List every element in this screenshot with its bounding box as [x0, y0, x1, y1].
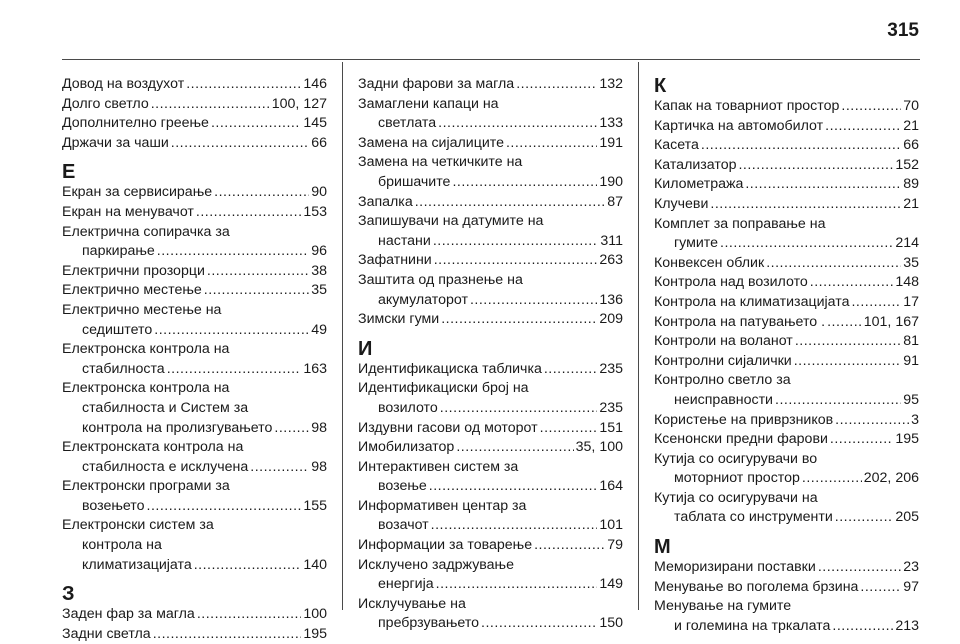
index-entry-term: Долго светло: [62, 95, 149, 112]
index-entry-page: 146: [303, 76, 327, 92]
index-entry-term: енергија: [378, 576, 434, 593]
index-entry-term: Електронска контрола на: [62, 380, 230, 397]
index-entry: [654, 489, 919, 528]
index-entry-term: акумулаторот: [378, 291, 468, 308]
index-entry: [654, 352, 919, 372]
index-entry-page: 97: [903, 578, 919, 595]
index-entry-page: 70: [903, 98, 919, 114]
leader-dots: [431, 516, 598, 536]
index-entry-term: Замена на четкичките на: [358, 154, 523, 171]
index-entry: [62, 516, 327, 575]
index-entry-page: 35, 100: [575, 439, 623, 456]
index-entry: [62, 477, 327, 516]
index-entry-term: паркирање: [82, 243, 155, 260]
index-entry-page: 87: [607, 193, 623, 210]
index-entry-term: Километража: [654, 176, 744, 193]
index-entry: [654, 371, 919, 410]
index-entry-term: Заден фар за магла: [62, 606, 195, 623]
index-entry-page: 150: [599, 615, 623, 632]
leader-dots: [835, 411, 909, 431]
index-column-1: [62, 75, 327, 644]
leader-dots: [433, 232, 599, 252]
leader-dots: [794, 352, 901, 372]
index-entry-term: моторниот простор: [674, 470, 800, 487]
index-entry-term: возилото: [378, 399, 438, 416]
leader-dots: [274, 419, 309, 439]
index-entry: [654, 293, 919, 313]
index-entry-term: Контрола над возилото: [654, 274, 808, 291]
index-entry-page: 202, 206: [863, 470, 919, 487]
index-entry-term: стабилноста и Систем за: [82, 399, 249, 416]
index-entry-page: 152: [895, 156, 919, 173]
index-entry-page: 132: [599, 76, 623, 92]
index-column-3: [654, 75, 919, 636]
index-entry-term: Информации за товарење: [358, 537, 533, 554]
index-entry-page: 96: [311, 243, 327, 260]
index-letter-heading: К: [654, 75, 667, 97]
index-entry-page: 263: [599, 252, 623, 269]
leader-dots: [860, 578, 901, 598]
leader-dots: [194, 556, 302, 576]
index-entry-term: возење: [378, 478, 427, 495]
index-entry-term: контрола на: [82, 537, 162, 554]
leader-dots: [534, 536, 605, 556]
leader-dots: [766, 254, 901, 274]
index-entry: [654, 558, 919, 578]
index-entry-term: Кутија со осигурувачи во: [654, 450, 818, 467]
index-entry-term: возењето: [82, 497, 145, 514]
leader-dots: [851, 293, 901, 313]
index-entry-page: 235: [599, 360, 623, 377]
index-entry-page: 195: [895, 431, 919, 448]
index-entry-term: Менување на гумите: [654, 598, 792, 615]
index-letter-heading: Е: [62, 161, 76, 184]
index-letter-heading: И: [358, 337, 373, 360]
index-entry-page: 164: [599, 478, 623, 495]
index-entry-page: 91: [903, 352, 919, 369]
index-entry-page: 98: [311, 458, 327, 475]
leader-dots: [438, 114, 597, 134]
index-entry-term: Електрично местење на: [62, 301, 222, 318]
index-entry-page: 163: [303, 360, 327, 377]
leader-dots: [440, 399, 598, 419]
index-entry-term: Задни фарови за магла: [358, 76, 515, 92]
leader-dots: [830, 430, 893, 450]
index-entry-term: Електронска контрола на: [62, 341, 230, 358]
index-column-2: [358, 75, 623, 634]
index-entry-page: 49: [311, 321, 327, 338]
index-entry: [358, 75, 623, 95]
index-entry-term: Електрична сопирачка за: [62, 223, 230, 240]
index-entry-term: Држачи за чаши: [62, 134, 169, 151]
page-number: 315: [887, 20, 919, 41]
index-entry: [654, 215, 919, 254]
leader-dots: [506, 134, 597, 154]
index-entry: [62, 340, 327, 379]
index-entry-page: 35: [903, 254, 919, 271]
index-entry: [62, 95, 327, 115]
leader-dots: [186, 75, 301, 95]
index-entry-term: таблата со инструменти: [674, 509, 833, 526]
index-entry-page: 95: [903, 391, 919, 408]
index-entry: [358, 556, 623, 595]
index-entry-term: бришачите: [378, 173, 451, 190]
index-entry-page: 209: [599, 311, 623, 328]
index-entry-term: Клучеви: [654, 195, 709, 212]
index-entry: [62, 301, 327, 340]
index-entry: [62, 203, 327, 223]
leader-dots: [204, 281, 309, 301]
index-entry-page: 205: [895, 509, 919, 526]
leader-dots: [211, 114, 301, 134]
index-entry-term: седиштето: [82, 321, 153, 338]
leader-dots: [171, 134, 309, 154]
index-entry-term: Информативен центар за: [358, 497, 527, 514]
index-entry-page: 191: [599, 134, 623, 151]
index-entry-page: 100: [303, 606, 327, 623]
index-entry: [358, 251, 623, 271]
index-entry-term: Замаглени капаци на: [358, 95, 499, 112]
index-entry-term: Меморизирани поставки: [654, 559, 816, 576]
index-entry-term: Издувни гасови од моторот: [358, 419, 538, 436]
index-entry-term: Електронски систем за: [62, 517, 214, 534]
leader-dots: [147, 497, 302, 517]
index-entry-term: Зимски гуми: [358, 311, 440, 328]
index-entry: [654, 411, 919, 431]
index-entry: [654, 597, 919, 636]
index-entry: [358, 379, 623, 418]
index-entry-term: Ксенонски предни фарови: [654, 431, 828, 448]
leader-dots: [214, 183, 309, 203]
index-entry: [62, 281, 327, 301]
index-entry-page: 214: [895, 235, 919, 252]
leader-dots: [841, 97, 901, 117]
index-entry-term: Капак на товарниот простор: [654, 98, 840, 114]
leader-dots: [827, 313, 862, 333]
index-entry-page: 23: [903, 559, 919, 576]
column-divider-2: [638, 62, 639, 610]
index-entry: [358, 438, 623, 458]
index-entry: [358, 360, 623, 380]
index-entry-term: Имобилизатор: [358, 439, 455, 456]
leader-dots: [250, 458, 309, 478]
index-entry-page: 133: [599, 115, 623, 132]
index-entry-page: 81: [903, 333, 919, 350]
index-entry-term: Картичка на автомобилот: [654, 117, 824, 134]
index-entry-term: гумите: [674, 235, 719, 252]
leader-dots: [456, 438, 573, 458]
index-entry-term: настани: [378, 232, 431, 249]
index-entry-term: стабилноста е исклучена: [82, 458, 249, 475]
index-entry: [654, 195, 919, 215]
index-entry-page: 17: [903, 293, 919, 310]
index-entry-term: Касета: [654, 137, 699, 154]
index-entry-page: 100, 127: [271, 95, 327, 112]
index-entry-term: Контролно светло за: [654, 372, 791, 389]
leader-dots: [516, 75, 597, 95]
index-entry: [654, 313, 919, 333]
index-entry-page: 35: [311, 282, 327, 299]
index-entry-term: Зафатнини: [358, 252, 432, 269]
index-entry-term: Запалка: [358, 193, 413, 210]
index-entry-term: Електронски програми за: [62, 478, 230, 495]
index-entry-page: 3: [911, 411, 919, 428]
index-entry: [62, 134, 327, 154]
index-entry-term: пребрзувањето: [378, 615, 480, 632]
index-entry-term: Контрола на климатизацијата: [654, 293, 850, 310]
leader-dots: [540, 419, 598, 439]
leader-dots: [795, 332, 901, 352]
leader-dots: [738, 156, 893, 176]
index-entry: [358, 497, 623, 536]
index-entry-term: Електрично местење: [62, 282, 202, 299]
leader-dots: [197, 605, 302, 625]
leader-dots: [452, 173, 597, 193]
index-entry-term: контрола на пролизгувањето: [82, 419, 273, 436]
index-entry: [358, 458, 623, 497]
leader-dots: [157, 242, 309, 262]
leader-dots: [802, 469, 862, 489]
leader-dots: [167, 360, 302, 380]
index-entry: [358, 595, 623, 634]
index-entry-term: Исклучување на: [358, 595, 466, 612]
index-entry-term: Контроли на воланот: [654, 333, 793, 350]
index-entry: [358, 536, 623, 556]
index-entry-page: 136: [599, 291, 623, 308]
index-entry: [654, 578, 919, 598]
index-entry-page: 66: [903, 137, 919, 154]
index-entry-page: 21: [903, 195, 919, 212]
index-entry-term: Комплет за поправање на: [654, 215, 826, 232]
header-rule: [62, 59, 920, 60]
index-entry-page: 235: [599, 399, 623, 416]
leader-dots: [544, 360, 597, 380]
index-entry-page: 140: [303, 556, 327, 573]
index-entry-page: 311: [600, 232, 623, 249]
index-entry-term: Идентификациска табличка: [358, 360, 542, 377]
index-letter-heading: З: [62, 583, 75, 606]
index-entry: [654, 117, 919, 137]
index-entry-page: 145: [303, 115, 327, 132]
index-entry: [358, 212, 623, 251]
index-entry-term: Заштита од празнење на: [358, 271, 523, 288]
index-entry-page: 149: [599, 576, 623, 593]
index-entry: [62, 605, 327, 625]
leader-dots: [207, 262, 309, 282]
index-entry: [654, 156, 919, 176]
index-entry-term: Конвексен облик: [654, 254, 765, 271]
index-entry: [62, 438, 327, 477]
index-entry: [654, 273, 919, 293]
index-entry: [654, 136, 919, 156]
index-entry-term: Довод на воздухот: [62, 76, 185, 92]
index-entry-page: 79: [607, 537, 623, 554]
leader-dots: [470, 291, 597, 311]
index-entry: [358, 193, 623, 213]
index-entry-page: 21: [903, 117, 919, 134]
index-entry-term: Екран за сервисирање: [62, 184, 213, 201]
index-entry: [654, 254, 919, 274]
index-entry-term: возачот: [378, 517, 429, 534]
index-entry-term: Користење на приврзников: [654, 411, 834, 428]
index-entry: [62, 379, 327, 438]
index-entry-term: Катализатор: [654, 156, 737, 173]
leader-dots: [701, 136, 901, 156]
index-entry: [62, 75, 327, 95]
leader-dots: [434, 251, 598, 271]
index-entry: [358, 153, 623, 192]
leader-dots: [441, 310, 597, 330]
index-entry-term: Замена на сијалиците: [358, 134, 504, 151]
leader-dots: [720, 234, 893, 254]
index-entry-term: Запишувачи на датумите на: [358, 213, 544, 230]
index-letter-heading: М: [654, 536, 671, 559]
index-entry: [358, 134, 623, 154]
index-entry-term: Дополнително греење: [62, 115, 209, 132]
index-entry-term: стабилноста: [82, 360, 165, 377]
leader-dots: [832, 617, 893, 637]
leader-dots: [196, 203, 301, 223]
index-entry: [358, 95, 623, 134]
index-entry-term: Контрола на патувањето .: [654, 313, 826, 330]
leader-dots: [151, 95, 270, 115]
index-entry-term: Интерактивен систем за: [358, 458, 519, 475]
index-entry-term: Електрични прозорци: [62, 262, 205, 279]
index-entry-page: 101, 167: [863, 313, 919, 330]
index-entry-page: 38: [311, 262, 327, 279]
index-entry-page: 90: [311, 184, 327, 201]
index-entry-term: Исклучено задржување: [358, 556, 514, 573]
index-entry-page: 98: [311, 419, 327, 436]
leader-dots: [436, 575, 598, 595]
leader-dots: [745, 175, 901, 195]
leader-dots: [154, 321, 309, 341]
leader-dots: [481, 614, 597, 634]
index-entry: [358, 419, 623, 439]
index-entry-term: Идентификациски број на: [358, 380, 529, 397]
index-entry: [62, 625, 327, 644]
column-divider-1: [342, 62, 343, 610]
index-entry-page: 213: [895, 617, 919, 634]
index-entry-term: и големина на тркалата: [674, 617, 831, 634]
leader-dots: [825, 117, 901, 137]
leader-dots: [818, 558, 901, 578]
leader-dots: [810, 273, 894, 293]
index-entry: [654, 450, 919, 489]
leader-dots: [415, 193, 605, 213]
index-entry-page: 101: [599, 517, 623, 534]
leader-dots: [835, 508, 894, 528]
index-entry: [654, 97, 919, 117]
index-entry: [62, 262, 327, 282]
index-entry-term: Задни светла: [62, 625, 151, 642]
index-entry: [358, 310, 623, 330]
leader-dots: [429, 477, 598, 497]
index-entry: [654, 332, 919, 352]
index-entry-page: 190: [599, 173, 623, 190]
index-entry-term: неисправности: [674, 391, 773, 408]
index-entry-term: светлата: [378, 115, 437, 132]
index-entry-page: 66: [311, 134, 327, 151]
index-entry-page: 89: [903, 176, 919, 193]
index-entry: [62, 114, 327, 134]
index-entry-term: Менување во поголема брзина: [654, 578, 859, 595]
index-entry-page: 148: [895, 274, 919, 291]
index-entry: [654, 175, 919, 195]
index-entry-page: 153: [303, 203, 327, 220]
index-entry-page: 195: [303, 625, 327, 642]
index-entry-page: 155: [303, 497, 327, 514]
index-entry-term: Кутија со осигурувачи на: [654, 489, 818, 506]
index-entry: [654, 430, 919, 450]
index-entry-page: 151: [599, 419, 623, 436]
index-entry: [62, 223, 327, 262]
leader-dots: [153, 625, 302, 644]
index-entry: [62, 183, 327, 203]
index-entry-term: Контролни сијалички: [654, 352, 792, 369]
index-entry: [358, 271, 623, 310]
leader-dots: [710, 195, 901, 215]
index-entry-term: климатизацијата: [82, 556, 192, 573]
index-entry-term: Електронската контрола на: [62, 439, 244, 456]
index-entry-term: Екран на менувачот: [62, 203, 194, 220]
leader-dots: [775, 391, 901, 411]
